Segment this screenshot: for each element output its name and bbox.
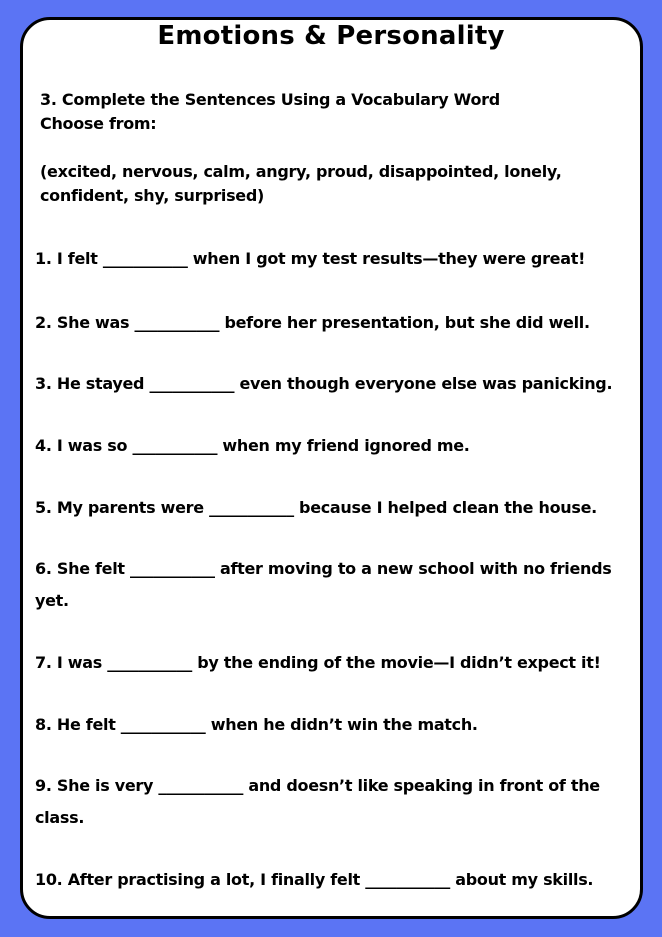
question-2: 2. She was ___________ before her presentation, but she did well. [35,313,590,332]
worksheet-title: Emotions & Personality [157,21,505,51]
question-4: 4. I was so ___________ when my friend ignored me. [35,436,470,455]
question-5: 5. My parents were ___________ because I helped clean the house. [35,498,597,517]
question-7: 7. I was ___________ by the ending of the movie—I didn’t expect it! [35,653,601,672]
choose-from-label: Choose from: [40,114,157,133]
question-9: 9. She is very ___________ and doesn’t like speaking in front of the class. [35,776,600,827]
question-3: 3. He stayed ___________ even though everyone else was panicking. [35,374,613,393]
instructions-heading: 3. Complete the Sentences Using a Vocabulary Word [40,90,500,109]
question-10: 10. After practising a lot, I finally felt ___________ about my skills. [35,870,594,889]
word-bank: (excited, nervous, calm, angry, proud, disappointed, lonely, confident, shy, surprised) [40,162,562,205]
question-1: 1. I felt ___________ when I got my test results—they were great! [35,249,586,268]
question-6: 6. She felt ___________ after moving to a new school with no friends yet. [35,559,612,610]
question-8: 8. He felt ___________ when he didn’t win the match. [35,715,478,734]
